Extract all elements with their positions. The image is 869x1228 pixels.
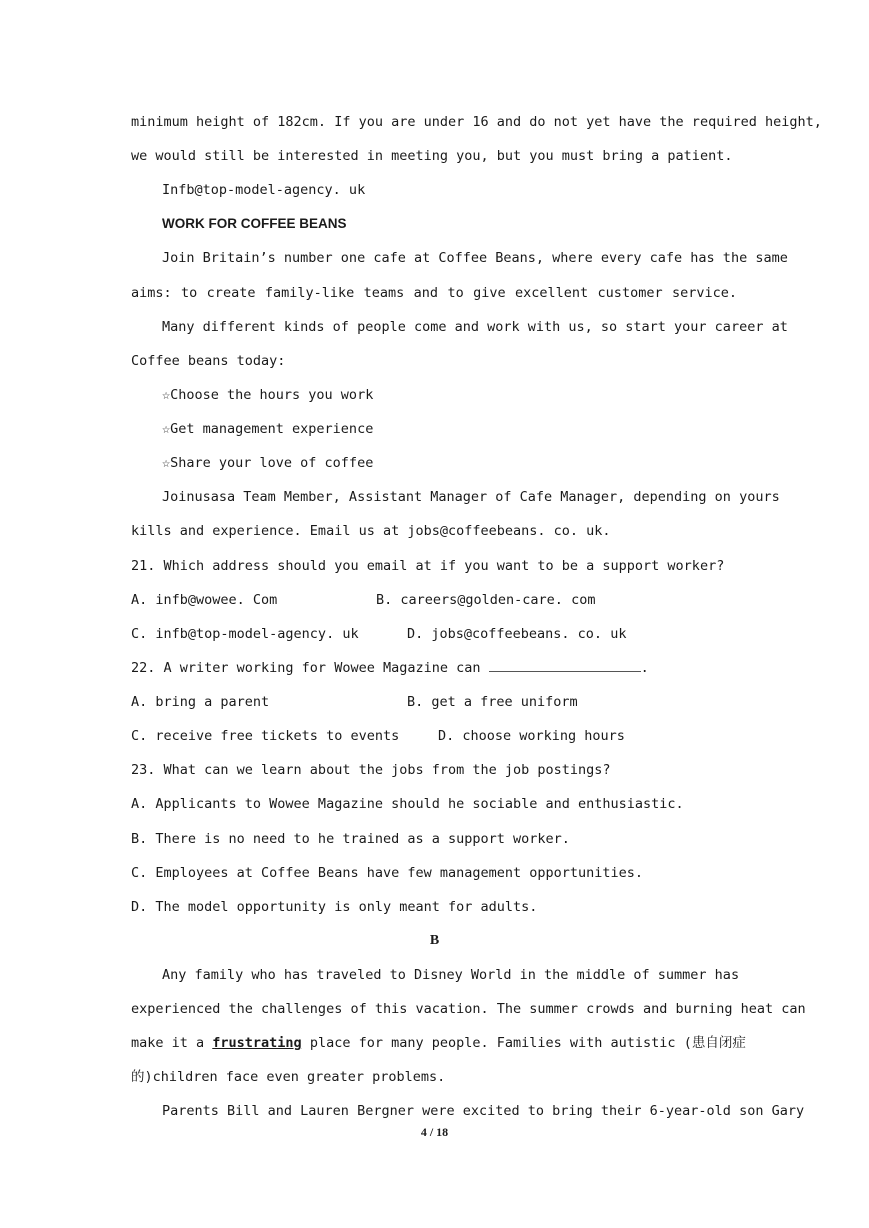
- question-23-option-a: A. Applicants to Wowee Magazine should he sociable and enthusiastic.: [131, 796, 684, 812]
- text-line: experienced the challenges of this vacation. The summer crowds and burning heat can: [131, 1001, 806, 1017]
- question-22-stem: [131, 658, 649, 678]
- text-line: Coffee beans today:: [131, 353, 286, 369]
- question-22-stem-end: .: [640, 660, 649, 676]
- text-line: minimum height of 182cm. If you are under 16 and do not yet have the required height,: [131, 114, 822, 130]
- question-23-option-c: C. Employees at Coffee Beans have few management opportunities.: [131, 865, 644, 881]
- text-line: aims: to create family-like teams and to give excellent customer service.: [131, 285, 737, 301]
- question-23-option-d: D. The model opportunity is only meant for adults.: [131, 899, 538, 915]
- question-22-option-c: C. receive free tickets to events: [131, 728, 400, 744]
- question-23-stem: 23. What can we learn about the jobs from the job postings?: [131, 762, 611, 778]
- text-fragment: place for many people. Families with autistic (患自闭症: [301, 1035, 746, 1051]
- question-21-option-b: B. careers@golden-care. com: [376, 592, 596, 608]
- answer-blank: [489, 659, 641, 672]
- text-line: we would still be interested in meeting you, but you must bring a patient.: [131, 148, 733, 164]
- question-22-option-d: D. choose working hours: [438, 728, 625, 744]
- question-21-option-d: D. jobs@coffeebeans. co. uk: [407, 626, 627, 642]
- question-23-option-b: B. There is no need to he trained as a support worker.: [131, 831, 570, 847]
- bullet-item: ☆Share your love of coffee: [162, 455, 374, 471]
- text-line: [131, 1033, 746, 1053]
- question-22-option-a: A. bring a parent: [131, 694, 270, 710]
- question-21-stem: 21. Which address should you email at if you want to be a support worker?: [131, 558, 725, 574]
- text-line: Joinusasa Team Member, Assistant Manager of Cafe Manager, depending on yours: [162, 489, 780, 505]
- question-21-option-a: A. infb@wowee. Com: [131, 592, 278, 608]
- text-line: kills and experience. Email us at jobs@coffeebeans. co. uk.: [131, 523, 611, 539]
- email-address-text: Infb@top-model-agency. uk: [162, 182, 366, 198]
- underlined-word: frustrating: [212, 1035, 302, 1051]
- passage-b-label: B: [429, 933, 440, 948]
- page-number: 4 / 18: [420, 1125, 449, 1139]
- text-line: Any family who has traveled to Disney World in the middle of summer has: [162, 967, 740, 983]
- section-heading: WORK FOR COFFEE BEANS: [162, 216, 347, 231]
- text-line: Parents Bill and Lauren Bergner were excited to bring their 6-year-old son Gary: [162, 1103, 805, 1119]
- text-line: Many different kinds of people come and work with us, so start your career at: [162, 319, 788, 335]
- question-22-option-b: B. get a free uniform: [407, 694, 578, 710]
- text-line: 的)children face even greater problems.: [131, 1069, 446, 1085]
- question-22-stem-text: 22. A writer working for Wowee Magazine can: [131, 660, 489, 676]
- question-21-option-c: C. infb@top-model-agency. uk: [131, 626, 359, 642]
- text-fragment: make it a: [131, 1035, 213, 1051]
- bullet-item: ☆Choose the hours you work: [162, 387, 374, 403]
- text-line: Join Britain’s number one cafe at Coffee Beans, where every cafe has the same: [162, 250, 788, 266]
- bullet-item: ☆Get management experience: [162, 421, 374, 437]
